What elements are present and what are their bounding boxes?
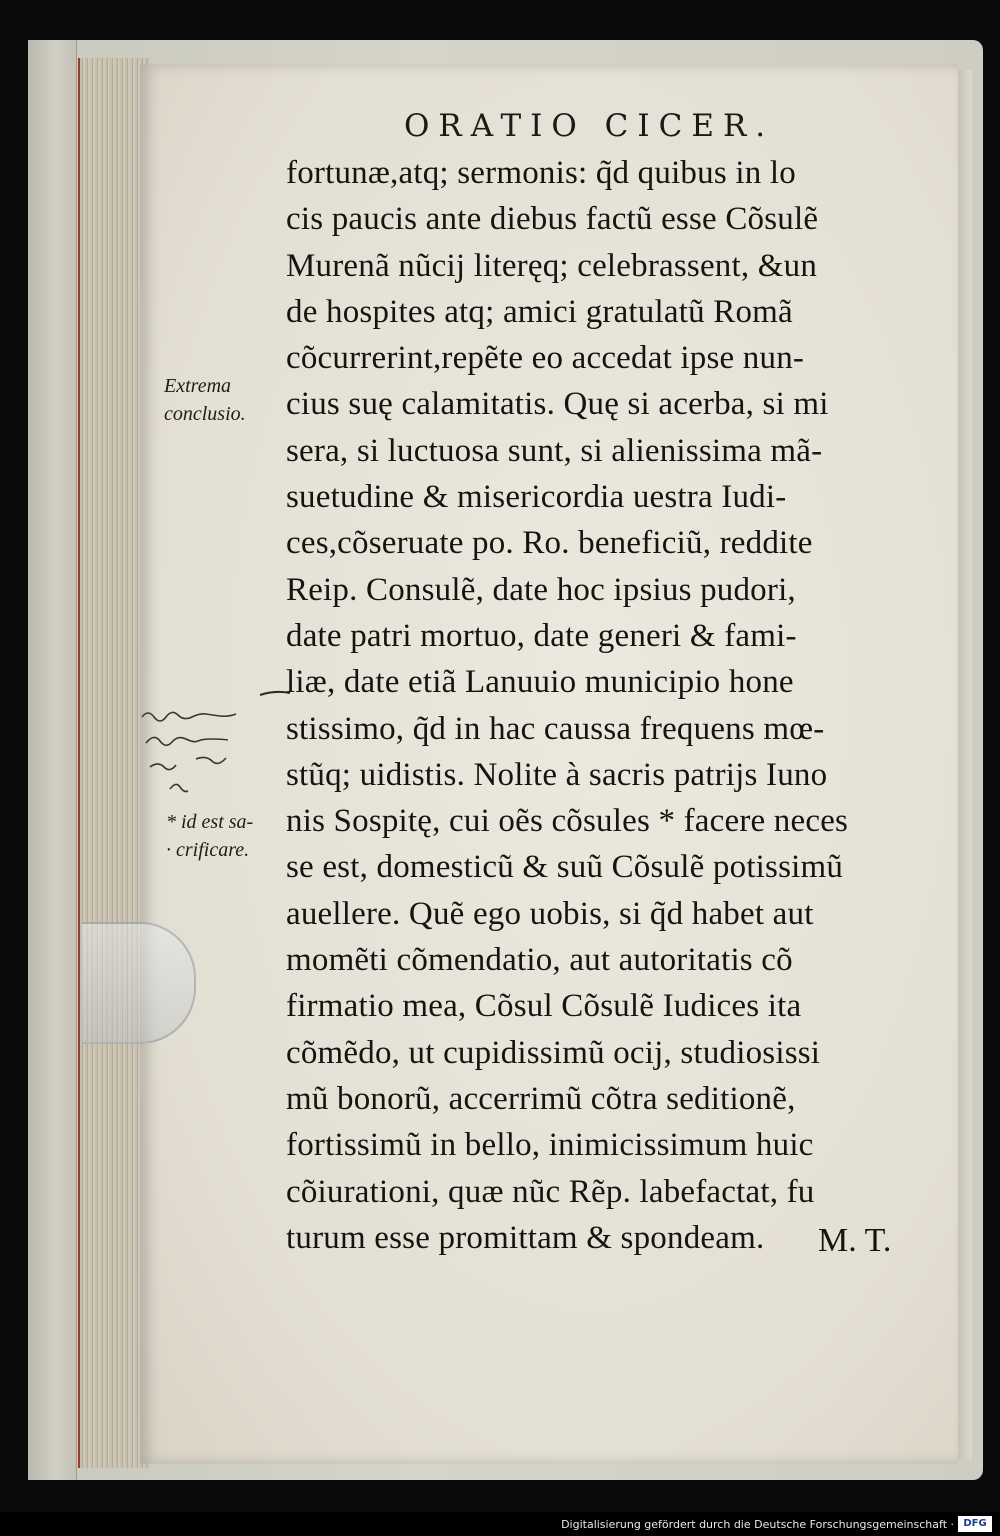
- text-line: Murenã nũcij literęq; celebrassent, &un: [286, 247, 818, 284]
- dfg-logo-icon: DFG: [958, 1516, 992, 1532]
- catchword: M. T.: [818, 1222, 892, 1259]
- text-line: turum esse promittam & spondeam.: [286, 1219, 765, 1256]
- text-line: cõcurrerint,repẽte eo accedat ipse nun-: [286, 340, 805, 377]
- text-line: cõiurationi, quæ nũc Rẽp. labefactat, fu: [286, 1173, 815, 1210]
- text-line: cõmẽdo, ut cupidissimũ ocij, studiosissi: [286, 1034, 821, 1071]
- text-line: momẽti cõmendatio, aut autoritatis cõ: [286, 942, 793, 979]
- text-line: se est, domesticũ & suũ Cõsulẽ potissimũ: [286, 849, 844, 886]
- text-line: cis paucis ante diebus factũ esse Cõsulẽ: [286, 201, 819, 238]
- text-line: date patri mortuo, date generi & fami-: [286, 617, 797, 654]
- text-line: cius suę calamitatis. Quę si acerba, si mi: [286, 386, 829, 423]
- text-line: suetudine & misericordia uestra Iudi-: [286, 479, 787, 516]
- marginal-note-sacrificare: [166, 808, 253, 864]
- text-line: ces,cõseruate po. Ro. beneficiũ, reddite: [286, 525, 813, 562]
- text-line: stũq; uidistis. Nolite à sacris patrijs Iuno: [286, 756, 828, 793]
- text-line: nis Sospitę, cui oẽs cõsules * facere neces: [286, 803, 849, 840]
- text-line: fortissimũ in bello, inimicissimum huic: [286, 1127, 814, 1164]
- footer-credit: Digitalisierung gefördert durch die Deutsche Forschungsgemeinschaft ·: [561, 1518, 954, 1531]
- main-text: [286, 150, 936, 1261]
- page-edge: [958, 70, 972, 1460]
- text-line: firmatio mea, Cõsul Cõsulẽ Iudices ita: [286, 988, 802, 1025]
- marginal-note-conclusio: [164, 372, 246, 428]
- text-line: Reip. Consulẽ, date hoc ipsius pudori,: [286, 571, 796, 608]
- handwritten-annotation: [140, 685, 290, 795]
- marginal-note-line: * id est sa-: [166, 811, 254, 833]
- text-line: de hospites atq; amici gratulatũ Romã: [286, 293, 793, 330]
- text-line: auellere. Quẽ ego uobis, si q̃d habet aut: [286, 895, 814, 932]
- running-head: ORATIO CICER.: [404, 108, 775, 144]
- text-line: sera, si luctuosa sunt, si alienissima mã-: [286, 432, 823, 469]
- text-line: fortunæ,atq; sermonis: q̃d quibus in lo: [286, 155, 796, 191]
- marginal-note-line: Extrema: [164, 375, 232, 397]
- binding-flap: [28, 40, 77, 1480]
- marginal-note-line: · crificare.: [166, 839, 250, 861]
- text-line: mũ bonorũ, accerrimũ cõtra seditionẽ,: [286, 1080, 796, 1117]
- page-clip: [82, 922, 196, 1044]
- text-line: stissimo, q̃d in hac caussa frequens mœ-: [286, 710, 825, 747]
- text-line: liæ, date etiã Lanuuio municipio hone: [286, 664, 794, 701]
- marginal-note-line: conclusio.: [164, 403, 246, 425]
